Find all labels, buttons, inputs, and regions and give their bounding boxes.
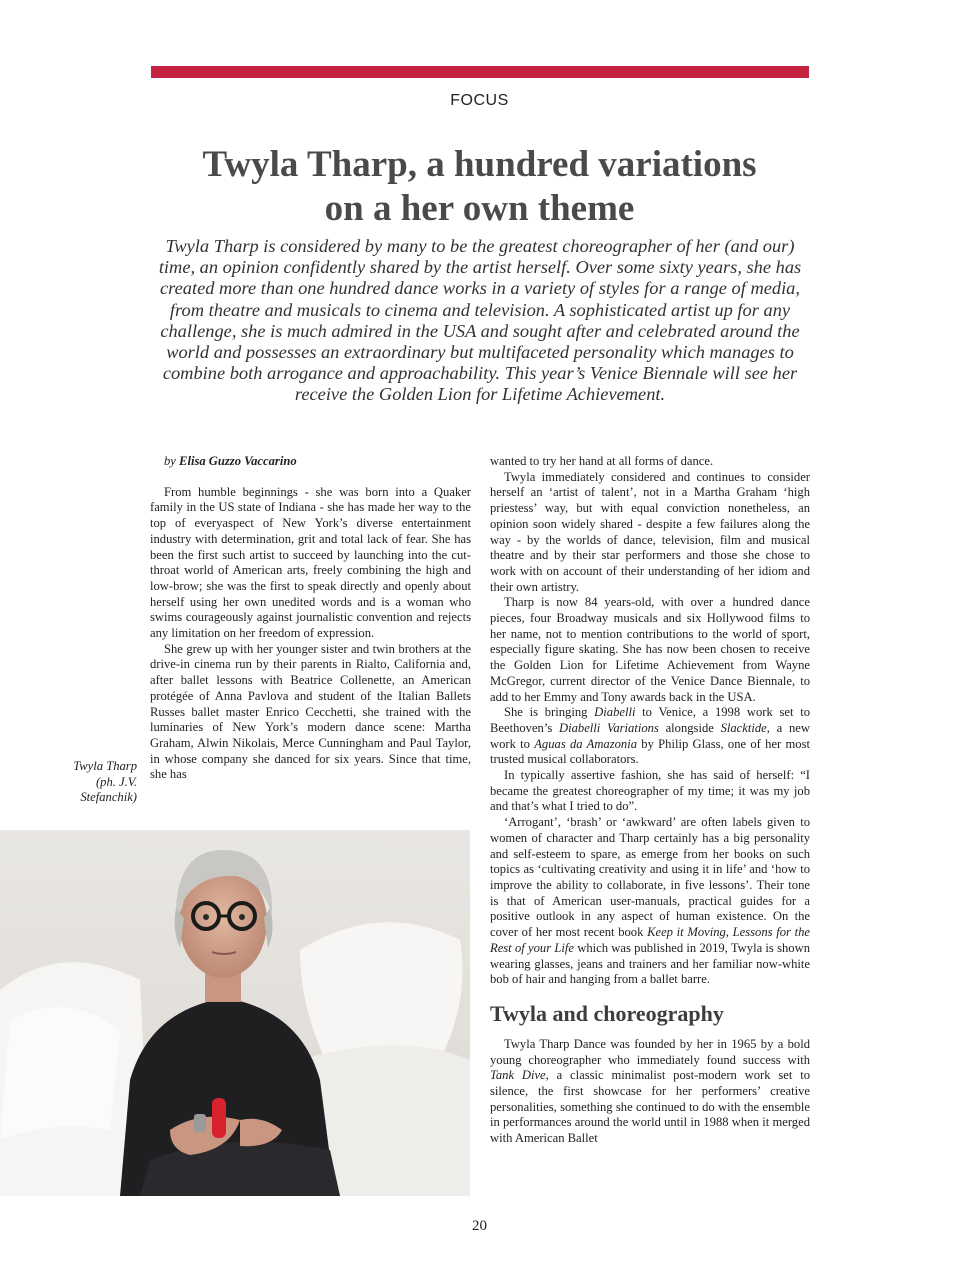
title-line-1: Twyla Tharp, a hundred variations: [202, 144, 757, 185]
photo-caption: Twyla Tharp (ph. J.V. Stefanchik): [73, 759, 137, 805]
author-name: Elisa Guzzo Vaccarino: [179, 454, 297, 468]
page-number: 20: [472, 1218, 487, 1234]
paragraph: wanted to try her hand at all forms of dance.: [490, 454, 714, 468]
paragraph: Twyla immediately considered and continues to consider herself an ‘artist of talent’, not in a Martha Graham ‘high priestess’ way, but with equal conviction nonetheless, an opinion soon widely shared - despite a few failures along the way - by the worlds of dance, television, film and musical theatre and by their star performers and those she chose to work with on account of their understanding of her idiom and their own artistry.: [490, 469, 810, 594]
right-column: [490, 454, 810, 1147]
paragraph: From humble beginnings - she was born into a Quaker family in the US state of Indiana - she has made her way to the top of everyaspect of New York’s diverse entertainment industry with determination, grit and total lack of fear. She has been the first such artist to succeed by launching into the cut-throat world of American arts, freely combining the high and low-brow; she was the first to speak directly and openly about herself using her own unedited words and is a woman who swims courageously against journalistic convention and rejects any limitation on her freedom of expression.: [150, 484, 471, 641]
section-label: FOCUS: [450, 92, 509, 109]
article-title: [120, 143, 839, 231]
title-line-2: on a her own theme: [324, 188, 635, 229]
paragraph: Tharp is now 84 years-old, with over a hundred dance pieces, four Broadway musicals and six Hollywood films to her name, not to mention contributions to the world of sport, especially figure skating. She has now been chosen to receive the Golden Lion for Lifetime Achievement from Wayne McGregor, current director of the Venice Dance Biennale, to add to her Emmy and Tony awards back in the USA.: [490, 595, 810, 704]
book-title: Keep it Moving, Lessons for the Rest of your Life: [490, 925, 810, 955]
work-title: Diabelli Variations: [559, 720, 659, 735]
article-lead: Twyla Tharp is considered by many to be the greatest choreographer of her (and our) time, an opinion confidently shared by the artist herself. Over some sixty years, she has created more than one hundred dance works in a variety of styles for a range of media, from theatre and musicals to cinema and television. A sophisticated artist up for any challenge, she is much admired in the USA and sought after and celebrated around the world and possesses an extraordinary but multifaceted personality which manages to combine both arrogance and approachability. This year’s Venice Biennale will see her receive the Golden Lion for Lifetime Achievement.: [158, 236, 802, 405]
work-title: Tank Dive: [490, 1068, 546, 1083]
portrait-photo: [0, 830, 470, 1196]
paragraph: ‘Arrogant’, ‘brash’ or ‘awkward’ are often labels given to women of character and Tharp certainly has a big personality and self-esteem to spare, as emerge from her books on such topics as ‘cultivating creativity and using it in life’ and ‘how to improve the ability to collaborate, in five lessons’. Their tone is that of American user-manuals, practical guides for a positive outlook in any aspect of human existence. On the cover of her most recent book Keep it Moving, Lessons for the Rest of your Life which was published in 2019, Twyla is shown wearing glasses, jeans and trainers and her familiar now-white bob of hair and hanging from a ballet barre.: [490, 815, 810, 987]
work-title: Diabelli: [594, 705, 636, 720]
paragraph: She grew up with her younger sister and twin brothers at the drive-in cinema run by their parents in Rialto, California and, after ballet lessons with Beatrice Collenette, an American protégée of Anna Pavlova and student of the Italian Ballets Russes ballet master Enrico Cecchetti, she trained with the luminaries of New York’s modern dance scene: Martha Graham, Alwin Nikolais, Merce Cunningham and Paul Taylor, in whose company she danced for six years. Since that time, she has: [150, 641, 471, 782]
byline: by Elisa Guzzo Vaccarino: [164, 454, 297, 468]
work-title: Slacktide: [720, 720, 767, 735]
left-column: [150, 454, 471, 783]
paragraph: She is bringing Diabelli to Venice, a 1998 work set to Beethoven’s Diabelli Variations alongside Slacktide, a new work to Aguas da Amazonia by Philip Glass, one of her most trusted musical collaborators.: [490, 705, 810, 767]
section-accent-bar: [151, 66, 809, 78]
work-title: Aguas da Amazonia: [534, 736, 638, 751]
paragraph: In typically assertive fashion, she has said of herself: “I became the greatest choreographer of my time; it was my job and that’s what I tried to do”.: [490, 768, 810, 814]
section-subheading: Twyla and choreography: [490, 1000, 724, 1026]
portrait-illustration: [0, 830, 470, 1196]
paragraph: Twyla Tharp Dance was founded by her in 1965 by a bold young choreographer who immediately found success with Tank Dive, a classic minimalist post-modern work set to silence, the first showcase for her performers’ creative personalities, something she continued to do with the ensemble in performances around the world until in 1988 when it merged with American Ballet: [490, 1036, 810, 1146]
